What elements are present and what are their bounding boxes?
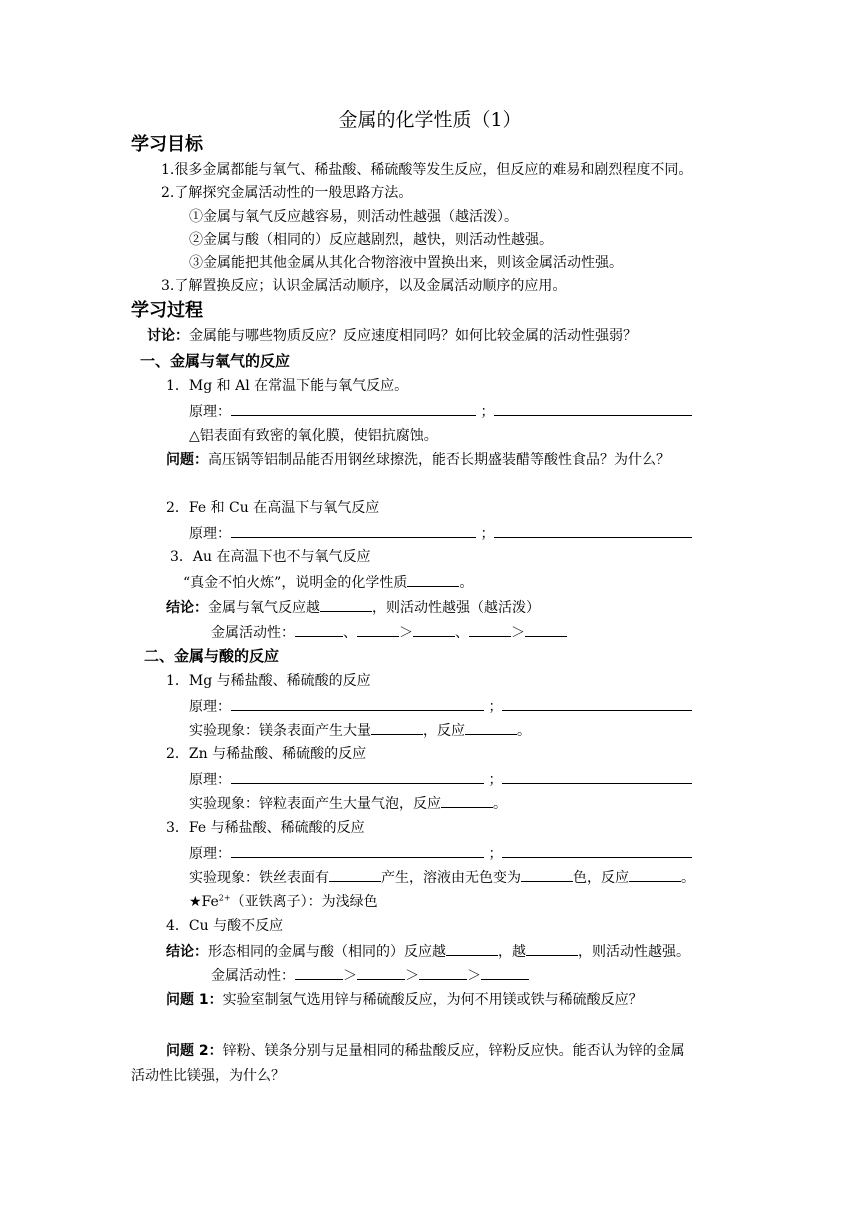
discussion-label: 讨论：: [147, 328, 189, 344]
activity-label: 金属活动性：: [211, 625, 295, 641]
principle-blank[interactable]: [494, 523, 692, 538]
conclusion-line: [166, 597, 540, 618]
principle-blank[interactable]: [494, 401, 692, 416]
greater-than: ＞: [399, 625, 413, 641]
experiment-blank[interactable]: [521, 867, 573, 882]
semicolon: ；: [488, 699, 503, 715]
discussion-text: 金属能与哪些物质反应？反应速度相同吗？如何比较金属的活动性强弱？: [189, 328, 637, 344]
conclusion-text: ，越: [498, 944, 526, 960]
period: 。: [517, 723, 531, 739]
goal-item: ①金属与氧气反应越容易，则活动性越强（越活泼）。: [189, 209, 518, 225]
principle-label: 原理：: [189, 526, 231, 542]
greater-than: ＞: [343, 968, 357, 984]
discussion-line: [147, 326, 637, 346]
experiment-blank[interactable]: [465, 720, 517, 735]
question-2-line: [166, 1041, 685, 1061]
conclusion-blank[interactable]: [526, 941, 578, 956]
principle-blank[interactable]: [502, 769, 692, 784]
activity-blank[interactable]: [413, 622, 455, 637]
question-text: 锌粉、镁条分别与足量相同的稀盐酸反应，锌粉反应快。能否认为锌的金属: [222, 1043, 685, 1059]
principle-blank[interactable]: [502, 843, 692, 858]
activity-blank[interactable]: [295, 622, 343, 637]
principle-label: 原理：: [189, 772, 231, 788]
question-1-line: [166, 990, 643, 1010]
principle-blank[interactable]: [231, 769, 484, 784]
experiment-line: [189, 867, 695, 888]
question-line: [166, 450, 670, 470]
experiment-blank[interactable]: [441, 793, 493, 808]
activity-blank[interactable]: [481, 965, 529, 980]
gold-text: “真金不怕火炼”，说明金的化学性质: [183, 575, 408, 591]
goal-item: ②金属与酸（相同的）反应越剧烈，越快，则活动性越强。: [189, 232, 553, 248]
conclusion-text: 形态相同的金属与酸（相同的）反应越: [208, 944, 446, 960]
process-heading: 学习过程: [131, 300, 203, 321]
experiment-text: ，反应: [423, 723, 465, 739]
ferrous-note: [189, 892, 378, 912]
experiment-blank[interactable]: [329, 867, 381, 882]
conclusion-label: 结论：: [166, 600, 208, 616]
semicolon: ；: [488, 772, 503, 788]
experiment-text: 实验现象：锌粒表面产生大量气泡，反应: [189, 796, 441, 812]
period: 。: [493, 796, 507, 812]
principle-line: [189, 401, 692, 422]
separator: 、: [343, 625, 357, 641]
gold-blank[interactable]: [407, 572, 459, 587]
acid-item-3: 3．Fe 与稀盐酸、稀硫酸的反应: [166, 820, 365, 836]
principle-blank[interactable]: [231, 843, 484, 858]
aluminum-note: △铝表面有致密的氧化膜，使铝抗腐蚀。: [189, 428, 438, 444]
activity-label: 金属活动性：: [211, 968, 295, 984]
question-label: 问题 1：: [166, 992, 223, 1008]
experiment-line: [189, 720, 531, 741]
period: 。: [459, 575, 474, 591]
conclusion-blank[interactable]: [320, 597, 372, 612]
principle-blank[interactable]: [231, 523, 476, 538]
principle-line: [189, 696, 692, 717]
principle-line: [189, 523, 692, 544]
semicolon: ；: [480, 526, 495, 542]
experiment-text: 色，反应: [573, 870, 629, 886]
greater-than: ＞: [511, 625, 525, 641]
goal-item: ③金属能把其他金属从其化合物溶液中置换出来，则该金属活动性强。: [189, 255, 623, 271]
experiment-blank[interactable]: [629, 867, 681, 882]
activity-blank[interactable]: [419, 965, 467, 980]
conclusion-label: 结论：: [166, 944, 208, 960]
principle-blank[interactable]: [502, 696, 692, 711]
goal-item: 3.了解置换反应；认识金属活动顺序，以及金属活动顺序的应用。: [161, 278, 567, 294]
activity-blank[interactable]: [295, 965, 343, 980]
conclusion-line: [166, 941, 690, 962]
star-fe: ★Fe: [189, 894, 219, 910]
principle-label: 原理：: [189, 846, 231, 862]
conclusion-text: 金属与氧气反应越: [208, 600, 320, 616]
acid-item-2: 2．Zn 与稀盐酸、稀硫酸的反应: [166, 746, 367, 762]
period: 。: [681, 870, 695, 886]
oxygen-item-3: 3．Au 在高温下也不与氧气反应: [170, 549, 371, 565]
goal-item: 2.了解探究金属活动性的一般思路方法。: [161, 185, 413, 201]
conclusion-text: ，则活动性越强（越活泼）: [372, 600, 540, 616]
question-label: 问题：: [166, 452, 208, 468]
separator: 、: [455, 625, 469, 641]
question-2-continued: 活动性比镁强，为什么？: [131, 1068, 285, 1084]
experiment-text: 实验现象：铁丝表面有: [189, 870, 329, 886]
acid-item-1: 1．Mg 与稀盐酸、稀硫酸的反应: [166, 673, 371, 689]
greater-than: ＞: [467, 968, 481, 984]
activity-blank[interactable]: [357, 965, 405, 980]
question-text: 高压锅等铝制品能否用钢丝球擦洗，能否长期盛装醋等酸性食品？为什么？: [208, 452, 670, 468]
semicolon: ；: [488, 846, 503, 862]
principle-line: [189, 769, 692, 790]
acid-section-heading: 二、金属与酸的反应: [144, 647, 280, 665]
goals-heading: 学习目标: [131, 134, 203, 155]
principle-label: 原理：: [189, 404, 231, 420]
principle-blank[interactable]: [231, 401, 476, 416]
experiment-text: 产生，溶液由无色变为: [381, 870, 521, 886]
activity-line: [211, 965, 529, 986]
semicolon: ；: [480, 404, 495, 420]
oxygen-section-heading: 一、金属与氧气的反应: [140, 352, 291, 370]
ion-charge: 2+: [218, 893, 231, 903]
activity-line: [211, 622, 567, 643]
activity-blank[interactable]: [469, 622, 511, 637]
activity-blank[interactable]: [525, 622, 567, 637]
question-text: 实验室制氢气选用锌与稀硫酸反应，为何不用镁或铁与稀硫酸反应？: [222, 992, 643, 1008]
question-label: 问题 2：: [166, 1043, 223, 1059]
principle-blank[interactable]: [231, 696, 484, 711]
activity-blank[interactable]: [357, 622, 399, 637]
ferrous-note-text: （亚铁离子）：为浅绿色: [230, 894, 378, 910]
conclusion-text: ，则活动性越强。: [578, 944, 690, 960]
goal-item: 1.很多金属都能与氧气、稀盐酸、稀硫酸等发生反应，但反应的难易和剧烈程度不同。: [161, 162, 693, 178]
experiment-text: 实验现象：镁条表面产生大量: [189, 723, 371, 739]
principle-label: 原理：: [189, 699, 231, 715]
page-title: 金属的化学性质（1）: [338, 109, 522, 131]
oxygen-item-1: 1．Mg 和 Al 在常温下能与氧气反应。: [166, 378, 409, 394]
experiment-line: [189, 793, 507, 814]
experiment-blank[interactable]: [371, 720, 423, 735]
gold-line: [183, 572, 473, 593]
acid-item-4: 4．Cu 与酸不反应: [166, 918, 284, 934]
principle-line: [189, 843, 692, 864]
conclusion-blank[interactable]: [446, 941, 498, 956]
greater-than: ＞: [405, 968, 419, 984]
oxygen-item-2: 2．Fe 和 Cu 在高温下与氧气反应: [166, 500, 380, 516]
